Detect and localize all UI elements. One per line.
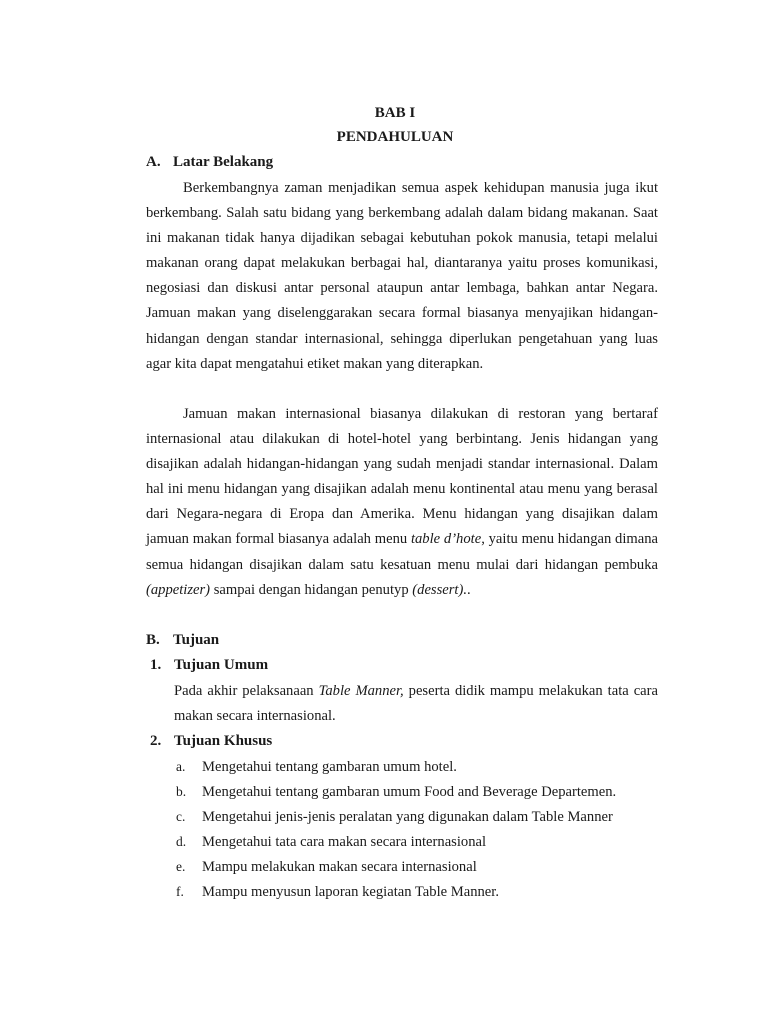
para2-text-4: . bbox=[467, 581, 471, 598]
objective-text: Mengetahui tentang gambaran umum Food and Beverage Departemen. bbox=[202, 784, 617, 800]
section-a-heading bbox=[146, 152, 273, 172]
objective-item bbox=[176, 857, 477, 877]
objective-text: Mengetahui tata cara makan secara internasional bbox=[202, 834, 487, 850]
para2-italic-dessert: (dessert). bbox=[412, 581, 467, 598]
objective-text: Mengetahui tentang gambaran umum hotel. bbox=[202, 759, 457, 775]
subsection-2-marker: 2. bbox=[150, 733, 162, 749]
section-b-heading bbox=[146, 630, 219, 650]
objective-marker: d. bbox=[176, 834, 187, 849]
subsection-2-title: Tujuan Khusus bbox=[174, 733, 273, 749]
objective-text: Mengetahui jenis-jenis peralatan yang digunakan dalam Table Manner bbox=[202, 809, 613, 825]
para2-italic-appetizer: (appetizer) bbox=[146, 581, 211, 598]
subsection-1-title: Tujuan Umum bbox=[174, 657, 269, 673]
objective-marker: e. bbox=[176, 859, 186, 874]
para2-italic-table-dhote: table d’hote bbox=[410, 531, 482, 548]
sub1-italic-table-manner: Table Manner, bbox=[318, 683, 404, 699]
objective-text: Mampu melakukan makan secara internasional bbox=[202, 859, 477, 875]
background-paragraph-1: Berkembangnya zaman menjadikan semua aspek kehidupan manusia juga ikut berkembang. Salah satu bidang yang berkembang adalah dalam bidang makanan. Saat ini makanan tidak hanya dijadikan sebagai kebutuhan pokok manusia, tetapi melalui makanan orang dapat melakukan berbagai hal, diantaranya yaitu proses komunikasi, negosiasi dan diskusi antar personal ataupun antar lembaga, bahkan antar Negara. Jamuan makan yang diselenggarakan secara formal biasanya menyajikan hidangan-hidangan dengan standar internasional, sehingga diperlukan pengetahuan yang luas agar kita dapat mengatahui etiket makan yang diterapkan. bbox=[146, 180, 658, 372]
objective-item bbox=[176, 832, 486, 852]
chapter-title: PENDAHULUAN bbox=[336, 129, 454, 145]
general-objective-paragraph bbox=[174, 679, 658, 729]
objective-marker: c. bbox=[176, 809, 186, 824]
objective-item bbox=[176, 882, 499, 902]
para2-text-2: , yaitu menu hidangan dimana semua hidangan disajikan dalam satu kesatuan menu mulai dari hidangan pembuka bbox=[146, 531, 658, 573]
objective-text: Mampu menyusun laporan kegiatan Table Manner. bbox=[202, 884, 499, 900]
sub1-text-2: peserta didik mampu melakukan tata cara makan secara internasional. bbox=[174, 683, 658, 725]
sub1-text-1: Pada akhir pelaksanaan bbox=[174, 683, 319, 699]
objective-item bbox=[176, 807, 613, 827]
objective-marker: b. bbox=[176, 784, 187, 799]
subsection-1-heading bbox=[150, 655, 268, 675]
para2-text-1: Jamuan makan internasional biasanya dilakukan di restoran yang bertaraf internasional atau dilakukan di hotel-hotel yang berbintang. Jenis hidangan yang disajikan adalah hidangan-hidangan yang sudah menjadi standar internasional. Dalam hal ini menu hidangan yang disajikan adalah menu kontinental atau menu yang berasal dari Negara-negara di Eropa dan Amerika. Menu hidangan yang disajikan dalam jamuan makan formal biasanya adalah menu bbox=[146, 406, 658, 548]
section-b-title: Tujuan bbox=[173, 632, 220, 648]
chapter-number: BAB I bbox=[374, 105, 416, 121]
objective-marker: f. bbox=[176, 884, 184, 899]
section-b-marker: B. bbox=[146, 632, 160, 648]
subsection-1-marker: 1. bbox=[150, 657, 162, 673]
section-a-marker: A. bbox=[146, 154, 161, 170]
objective-item bbox=[176, 782, 616, 802]
para2-text-3: sampai dengan hidangan penutyp bbox=[210, 581, 413, 598]
background-paragraph-2 bbox=[146, 402, 658, 603]
section-a-title: Latar Belakang bbox=[173, 154, 274, 170]
subsection-2-heading bbox=[150, 731, 272, 751]
objective-item bbox=[176, 757, 457, 777]
objective-marker: a. bbox=[176, 759, 186, 774]
